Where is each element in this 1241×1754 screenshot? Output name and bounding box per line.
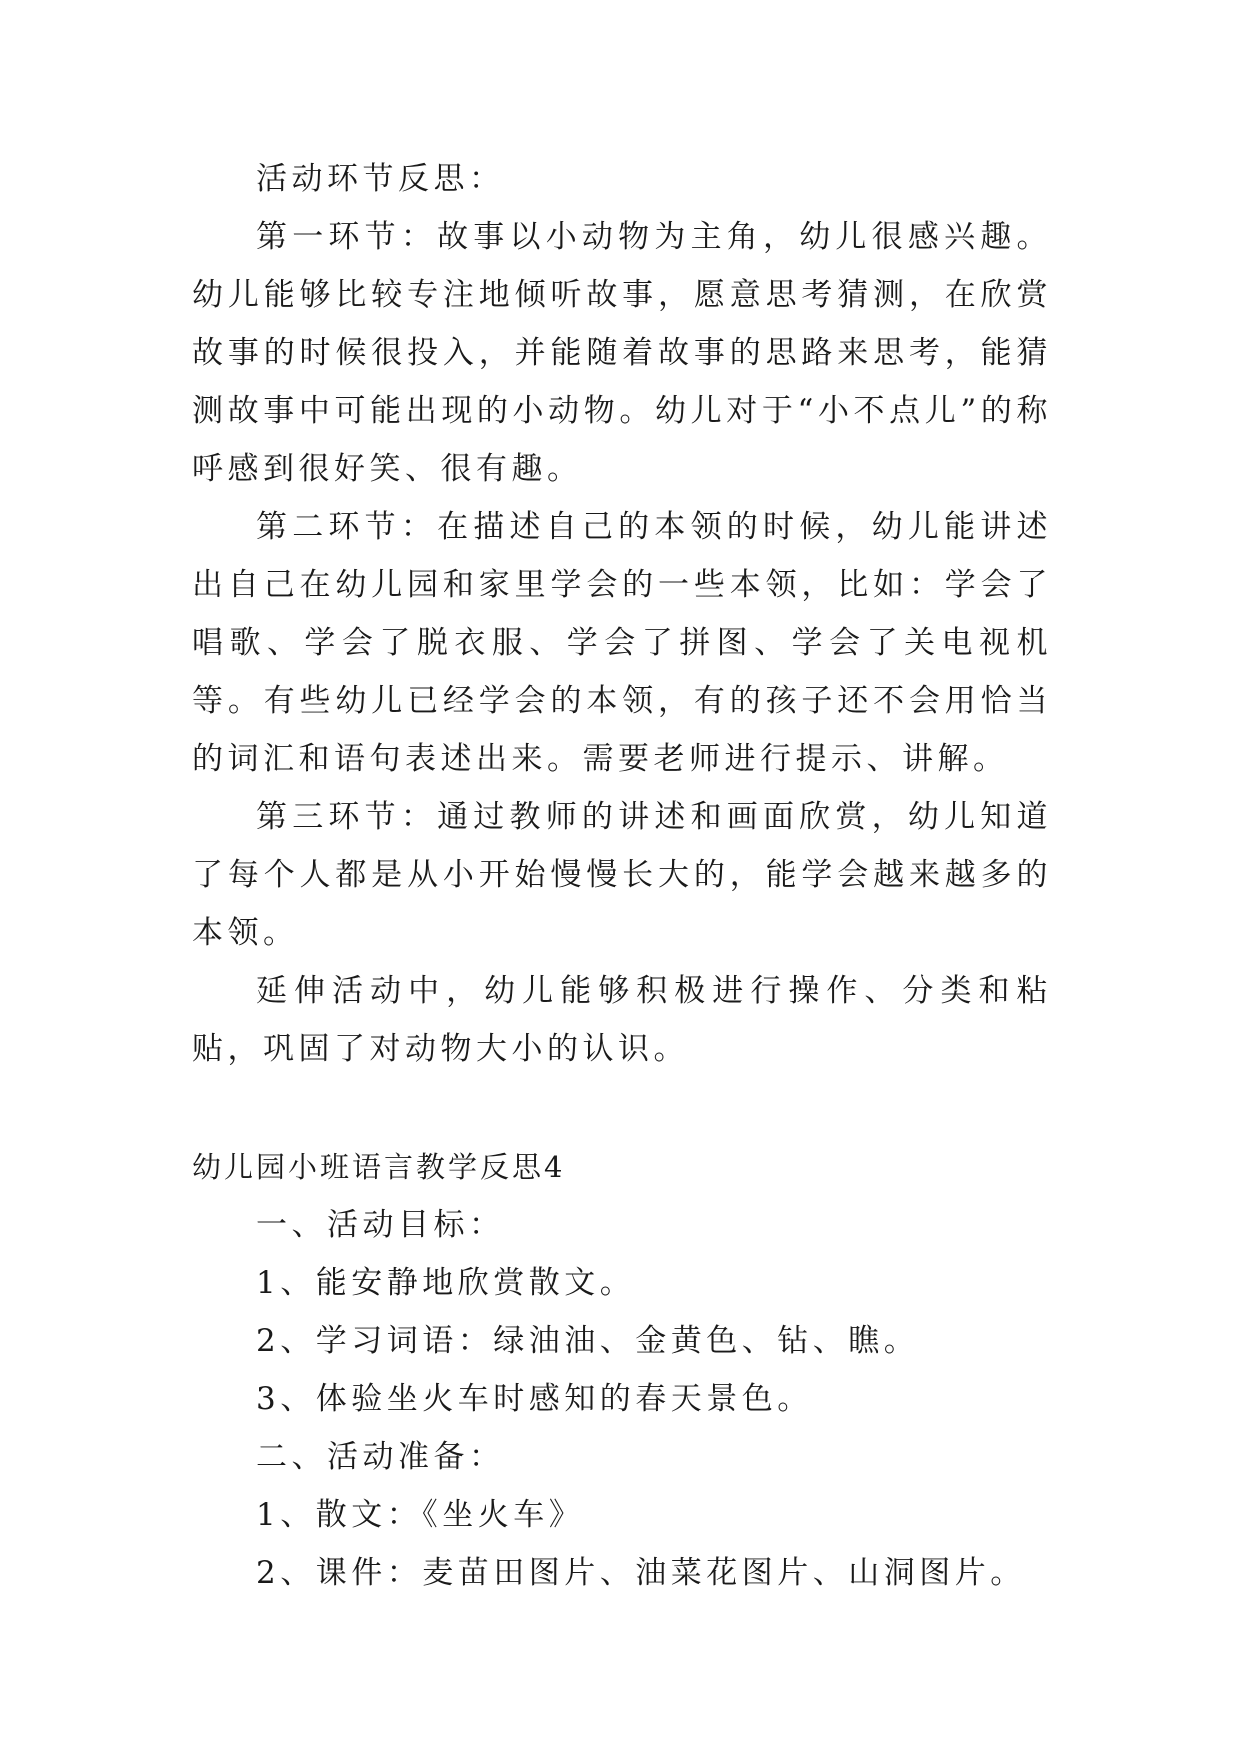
goal-item: 1、能安静地欣赏散文。 — [256, 1265, 636, 1301]
prep-heading: 二、活动准备： — [256, 1439, 505, 1475]
goal-item: 2、学习词语：绿油油、金黄色、钻、瞧。 — [256, 1323, 920, 1359]
paragraph-extension: 延伸活动中，幼儿能够积极进行操作、分类和粘贴，巩固了对动物大小的认识。 — [192, 973, 1052, 1067]
section-spacer — [192, 1078, 1052, 1138]
document-page — [192, 150, 1052, 1602]
goals-heading: 一、活动目标： — [256, 1207, 505, 1243]
paragraph-stage-one: 第一环节：故事以小动物为主角，幼儿很感兴趣。幼儿能够比较专注地倾听故事，愿意思考猜测，在欣赏故事的时候很投入，并能随着故事的思路来思考，能猜测故事中可能出现的小动物。幼儿对于“小不点儿”的称呼感到很好笑、很有趣。 — [192, 219, 1052, 487]
prep-item: 1、散文：《坐火车》 — [256, 1497, 585, 1533]
section-heading: 活动环节反思： — [256, 161, 505, 197]
goal-item: 3、体验坐火车时感知的春天景色。 — [256, 1381, 813, 1417]
paragraph-stage-three: 第三环节：通过教师的讲述和画面欣赏，幼儿知道了每个人都是从小开始慢慢长大的，能学会越来越多的本领。 — [192, 799, 1052, 951]
document-title: 幼儿园小班语言教学反思4 — [192, 1150, 566, 1184]
prep-item: 2、课件：麦苗田图片、油菜花图片、山洞图片。 — [256, 1555, 1026, 1591]
paragraph-stage-two: 第二环节：在描述自己的本领的时候，幼儿能讲述出自己在幼儿园和家里学会的一些本领，比如：学会了唱歌、学会了脱衣服、学会了拼图、学会了关电视机等。有些幼儿已经学会的本领，有的孩子还不会用恰当的词汇和语句表述出来。需要老师进行提示、讲解。 — [192, 509, 1052, 777]
